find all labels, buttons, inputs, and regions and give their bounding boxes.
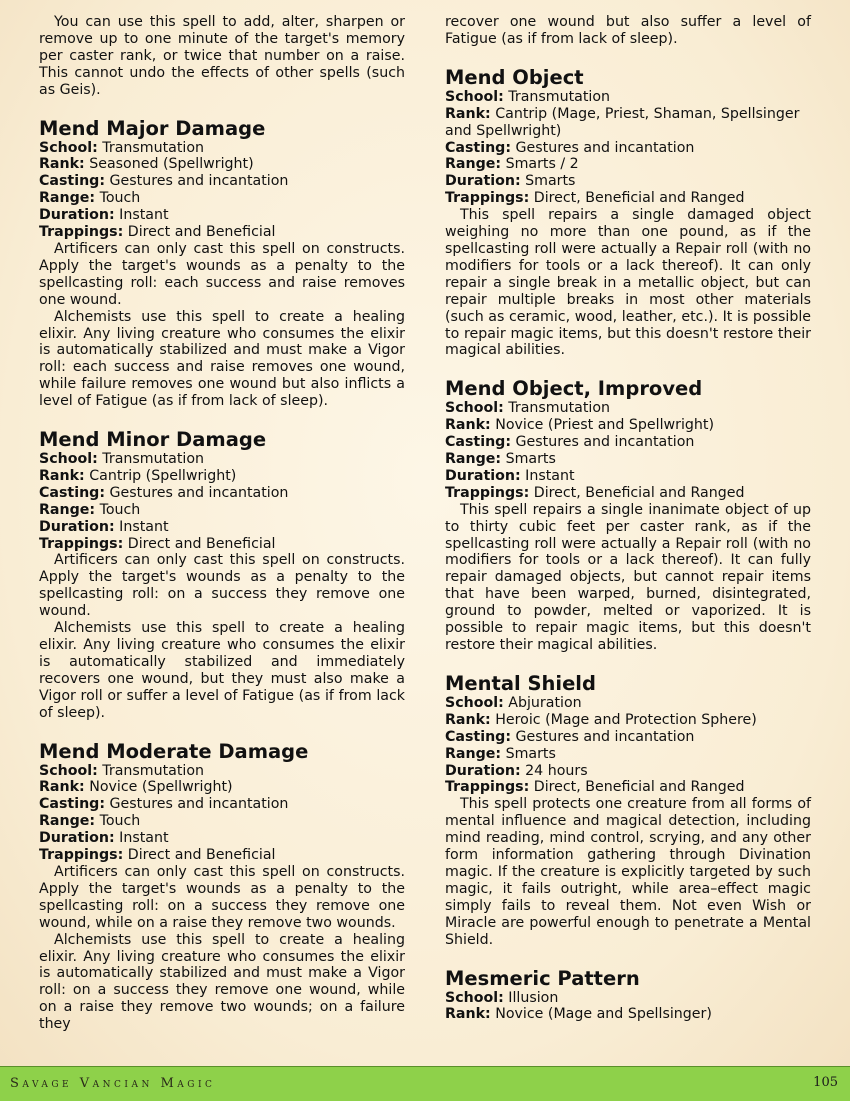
range-field: Range: Touch — [39, 501, 141, 518]
spell-title: Mend Minor Damage — [39, 428, 267, 452]
description-paragraph: This spell repairs a single inanimate object of up to thirty cubic feet per caster rank, as if the spellcasting roll were actually a Repair roll (with no modifiers for tools or a lack thereof). It can fully repair damaged objects, but cannot repair items that have been warped, burned, disintegrated, ground to powder, melted or vaporized. It is possible to repair magic items, but this doesn't restore their magical abilities. — [445, 501, 811, 653]
rank-field: Rank: Cantrip (Mage, Priest, Shaman, Spellsinger and Spellwright) — [445, 105, 800, 139]
casting-field: Casting: Gestures and incantation — [445, 139, 695, 156]
spell-mend-minor-damage — [39, 429, 405, 722]
spell-title: Mend Object — [445, 65, 584, 89]
intro-paragraph: You can use this spell to add, alter, sharpen or remove up to one minute of the target's memory per caster rank, or twice that number on a raise. This cannot undo the effects of other spells (such as Geis). — [39, 14, 405, 98]
spell-mesmeric-pattern — [445, 968, 811, 1024]
spell-mend-object — [445, 67, 811, 360]
book-title: Savage Vancian Magic — [10, 1076, 216, 1091]
casting-field: Casting: Gestures and incantation — [445, 434, 695, 451]
description-paragraph: This spell repairs a single damaged object weighing no more than one pound, as if the spellcasting roll were actually a Repair roll (with no modifiers for tools or a lack thereof). It can only repair a single break in a metallic object, but can repair multiple breaks in most other materials (such as ceramic, wood, leather, etc.). It is possible to repair magic items, but this doesn't restore their magical abilities. — [445, 207, 811, 359]
range-field: Range: Smarts / 2 — [445, 156, 579, 173]
school-field: School: Abjuration — [445, 694, 582, 711]
rank-field: Rank: Novice (Priest and Spellwright) — [445, 417, 715, 434]
spell-title: Mental Shield — [445, 671, 596, 695]
spell-mend-major-damage — [39, 118, 405, 411]
school-field: School: Illusion — [445, 989, 559, 1006]
description-paragraph: Alchemists use this spell to create a healing elixir. Any living creature who consumes the elixir is automatically stabilized and immediately recovers one wound, but they must also make a Vigor roll or suffer a level of Fatigue (as if from lack of sleep). — [39, 620, 405, 721]
school-field: School: Transmutation — [39, 451, 205, 468]
description-paragraph: Artificers can only cast this spell on constructs. Apply the target's wounds as a penalty to the spellcasting roll: each success and raise removes one wound. — [39, 240, 405, 308]
school-field: School: Transmutation — [445, 400, 611, 417]
spell-title: Mend Object, Improved — [445, 377, 703, 401]
trappings-field: Trappings: Direct and Beneficial — [39, 224, 276, 241]
trappings-field: Trappings: Direct and Beneficial — [39, 535, 276, 552]
casting-field: Casting: Gestures and incantation — [39, 796, 289, 813]
description-paragraph: Alchemists use this spell to create a healing elixir. Any living creature who consumes the elixir is automatically stabilized and must make a Vigor roll: on a success they remove one wound, while on a raise they remove two wounds; on a failure they — [39, 931, 405, 1033]
duration-field: Duration: Instant — [39, 518, 169, 535]
rank-field: Rank: Novice (Mage and Spellsinger) — [445, 1006, 712, 1023]
trappings-field: Trappings: Direct, Beneficial and Ranged — [445, 484, 745, 501]
rank-field: Rank: Seasoned (Spellwright) — [39, 156, 254, 173]
casting-field: Casting: Gestures and incantation — [39, 173, 289, 190]
spell-title: Mend Major Damage — [39, 116, 266, 140]
description-paragraph: This spell protects one creature from all forms of mental influence and magical detection, including mind reading, mind control, scrying, and any other form information gathering through Divination magic. If the creature is explicitly targeted by such magic, it fails outright, while area–effect magic simply fails to reveal them. Not even Wish or Miracle are powerful enough to penetrate a Mental Shield. — [445, 796, 811, 948]
description-paragraph: Artificers can only cast this spell on constructs. Apply the target's wounds as a penalty to the spellcasting roll: on a success they remove one wound. — [39, 552, 405, 620]
school-field: School: Transmutation — [445, 88, 611, 105]
casting-field: Casting: Gestures and incantation — [39, 484, 289, 501]
left-column — [39, 14, 405, 1033]
right-column — [445, 14, 811, 1023]
range-field: Range: Smarts — [445, 451, 556, 468]
rank-field: Rank: Novice (Spellwright) — [39, 779, 233, 796]
continuation-paragraph: recover one wound but also suffer a level of Fatigue (as if from lack of sleep). — [445, 14, 811, 47]
spell-title: Mesmeric Pattern — [445, 966, 640, 990]
duration-field: Duration: Instant — [39, 830, 169, 847]
description-paragraph: Artificers can only cast this spell on constructs. Apply the target's wounds as a penalty to the spellcasting roll: on a success they remove one wound, while on a raise they remove two wounds. — [39, 863, 405, 931]
school-field: School: Transmutation — [39, 762, 205, 779]
school-field: School: Transmutation — [39, 139, 205, 156]
duration-field: Duration: Smarts — [445, 173, 576, 190]
trappings-field: Trappings: Direct, Beneficial and Ranged — [445, 779, 745, 796]
range-field: Range: Smarts — [445, 745, 556, 762]
rank-field: Rank: Cantrip (Spellwright) — [39, 467, 237, 484]
spell-mend-object-improved — [445, 378, 811, 654]
page-number: 105 — [813, 1075, 838, 1090]
page-footer — [0, 1066, 850, 1101]
description-paragraph: Alchemists use this spell to create a healing elixir. Any living creature who consumes the elixir is automatically stabilized and must make a Vigor roll: each success and raise removes one wound, while failure removes one wound but also inflicts a level of Fatigue (as if from lack of sleep). — [39, 308, 405, 410]
rank-field: Rank: Heroic (Mage and Protection Sphere) — [445, 711, 757, 728]
range-field: Range: Touch — [39, 190, 141, 207]
spell-mend-moderate-damage — [39, 741, 405, 1034]
trappings-field: Trappings: Direct, Beneficial and Ranged — [445, 190, 745, 207]
duration-field: Duration: Instant — [445, 467, 575, 484]
casting-field: Casting: Gestures and incantation — [445, 728, 695, 745]
trappings-field: Trappings: Direct and Beneficial — [39, 847, 276, 864]
duration-field: Duration: Instant — [39, 207, 169, 224]
duration-field: Duration: 24 hours — [445, 762, 588, 779]
range-field: Range: Touch — [39, 813, 141, 830]
spell-title: Mend Moderate Damage — [39, 739, 309, 763]
spell-mental-shield — [445, 673, 811, 949]
